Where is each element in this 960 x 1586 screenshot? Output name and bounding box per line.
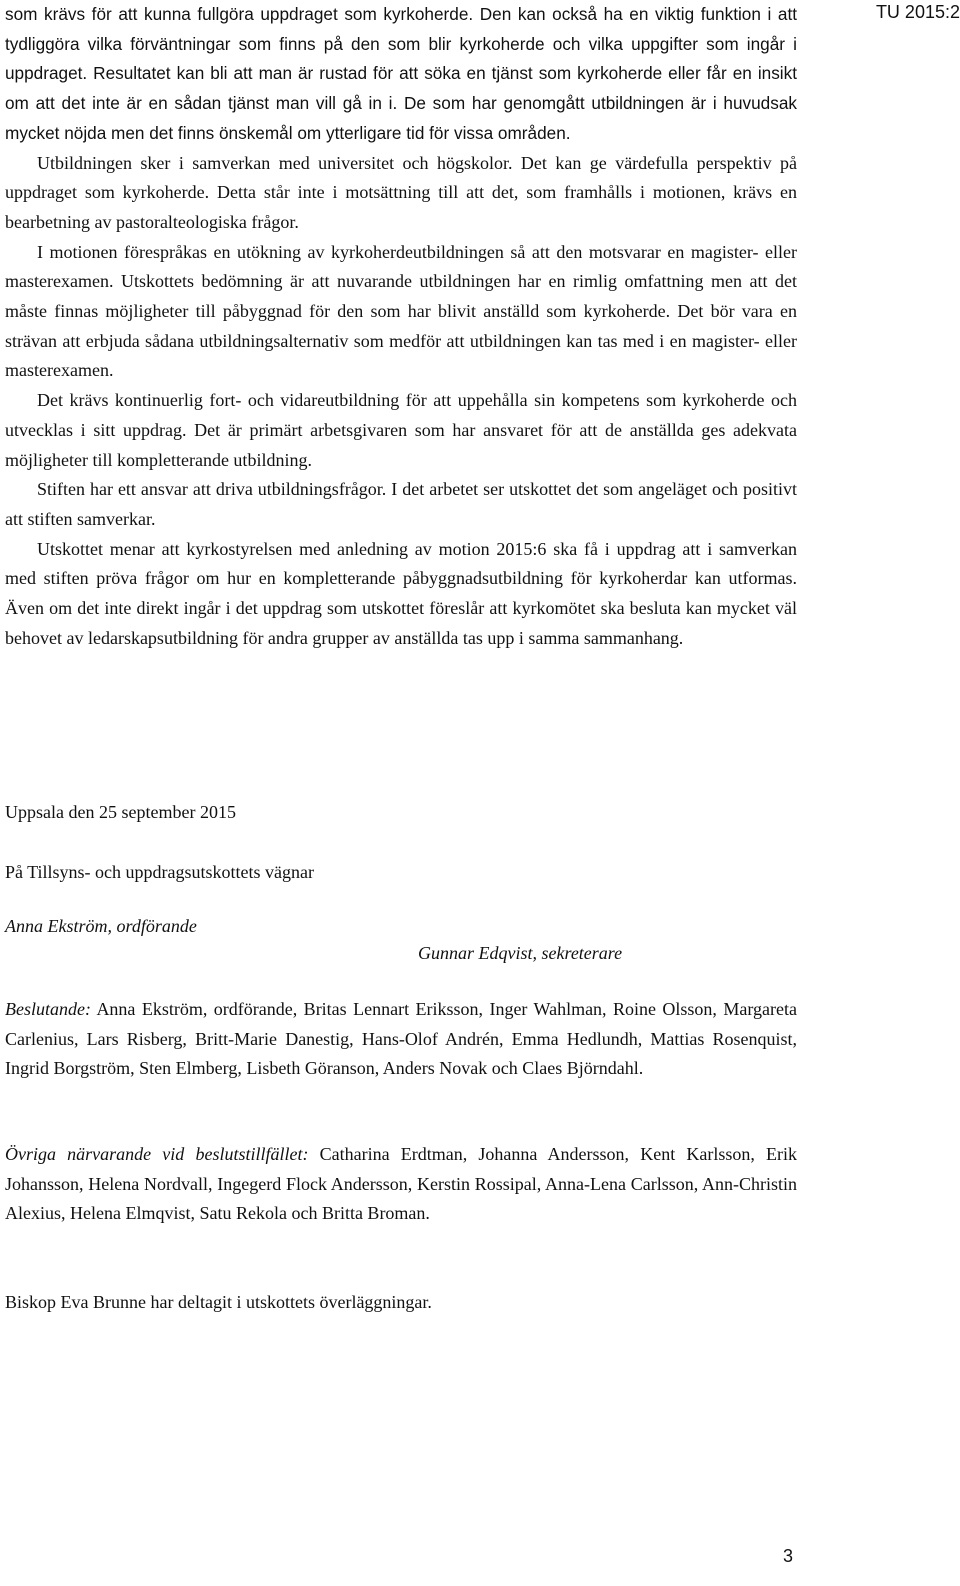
others-present-label: Övriga närvarande vid beslutstillfället: [5, 1144, 309, 1164]
bishop-note: Biskop Eva Brunne har deltagit i utskottets överläggningar. [5, 1292, 432, 1312]
place-date: Uppsala den 25 september 2015 [5, 802, 236, 822]
secretary-signature: Gunnar Edqvist, sekreterare [418, 943, 623, 963]
decision-makers [5, 995, 797, 1084]
paragraph: Utbildningen sker i samverkan med universitet och högskolor. Det kan ge värdefulla perspektiv på uppdraget som kyrkoherde. Detta står inte i motsättning till att det, som framhålls i motionen, krävs en bearbetning av pastoralteologiska frågor. [5, 152, 797, 232]
decision-makers-names: Anna Ekström, ordförande, Britas Lennart Eriksson, Inger Wahlman, Roine Olsson, Margareta Carlenius, Lars Risberg, Britt-Marie Danestig, Hans-Olof Andrén, Emma Hedlundh, Mattias Rosenquist, Ingrid Borgström, Sten Elmberg, Lisbeth Göranson, Anders Novak och Claes Björndahl. [5, 999, 797, 1079]
body-text [5, 0, 797, 653]
others-present [5, 1140, 797, 1229]
paragraph: I motionen förespråkas en utökning av kyrkoherdeutbildningen så att den motsvarar en magister- eller masterexamen. Utskottets bedömning är att nuvarande utbildningen har en rimlig omfattning men att det måste finnas möjligheter till påbyggnad för den som har blivit anställd som kyrkoherde. Det bör vara en strävan att erbjuda sådana utbildningsalternativ som medför att utbildningen kan tas med i en magister- eller masterexamen. [5, 241, 797, 381]
page-number: 3 [783, 1546, 794, 1566]
paragraph: Stiften har ett ansvar att driva utbildningsfrågor. I det arbetet ser utskottet det som angeläget och positivt att stiften samverkar. [5, 479, 797, 529]
committee-line: På Tillsyns- och uppdragsutskottets vägnar [5, 862, 314, 882]
paragraph: som krävs för att kunna fullgöra uppdraget som kyrkoherde. Den kan också ha en viktig funktion i att tydliggöra vilka förväntningar som finns på den som blir kyrkoherde och vilka uppgifter som ingår i uppdraget. Resultatet kan bli att man är rustad för att söka en tjänst som kyrkoherde eller får en insikt om att det inte är en sådan tjänst man vill gå in i. De som har genomgått utbildningen är i huvudsak mycket nöjda men det finns önskemål om ytterligare tid för vissa områden. [5, 4, 797, 143]
decision-makers-label: Beslutande: [5, 999, 91, 1019]
chair-signature: Anna Ekström, ordförande [5, 916, 197, 936]
document-reference: TU 2015:2 [875, 2, 960, 22]
paragraph: Utskottet menar att kyrkostyrelsen med anledning av motion 2015:6 ska få i uppdrag att i samverkan med stiften pröva frågor om hur en kompletterande påbyggnadsutbildning för kyrkoherdar kan utformas. Även om det inte direkt ingår i det uppdrag som utskottet föreslår att kyrkomötet ska besluta kan mycket väl behovet av ledarskapsutbildning för andra grupper av anställda tas upp i samma sammanhang. [5, 538, 797, 648]
others-present-names: Catharina Erdtman, Johanna Andersson, Kent Karlsson, Erik Johansson, Helena Nordvall, Ingegerd Flock Andersson, Kerstin Rossipal, Anna-Lena Carlsson, Ann-Christin Alexius, Helena Elmqvist, Satu Rekola och Britta Broman. [5, 1144, 798, 1224]
paragraph: Det krävs kontinuerlig fort- och vidareutbildning för att uppehålla sin kompetens som kyrkoherde och utvecklas i sitt uppdrag. Det är primärt arbetsgivaren som har ansvaret för att de anställda ges adekvata möjligheter till kompletterande utbildning. [5, 390, 797, 470]
